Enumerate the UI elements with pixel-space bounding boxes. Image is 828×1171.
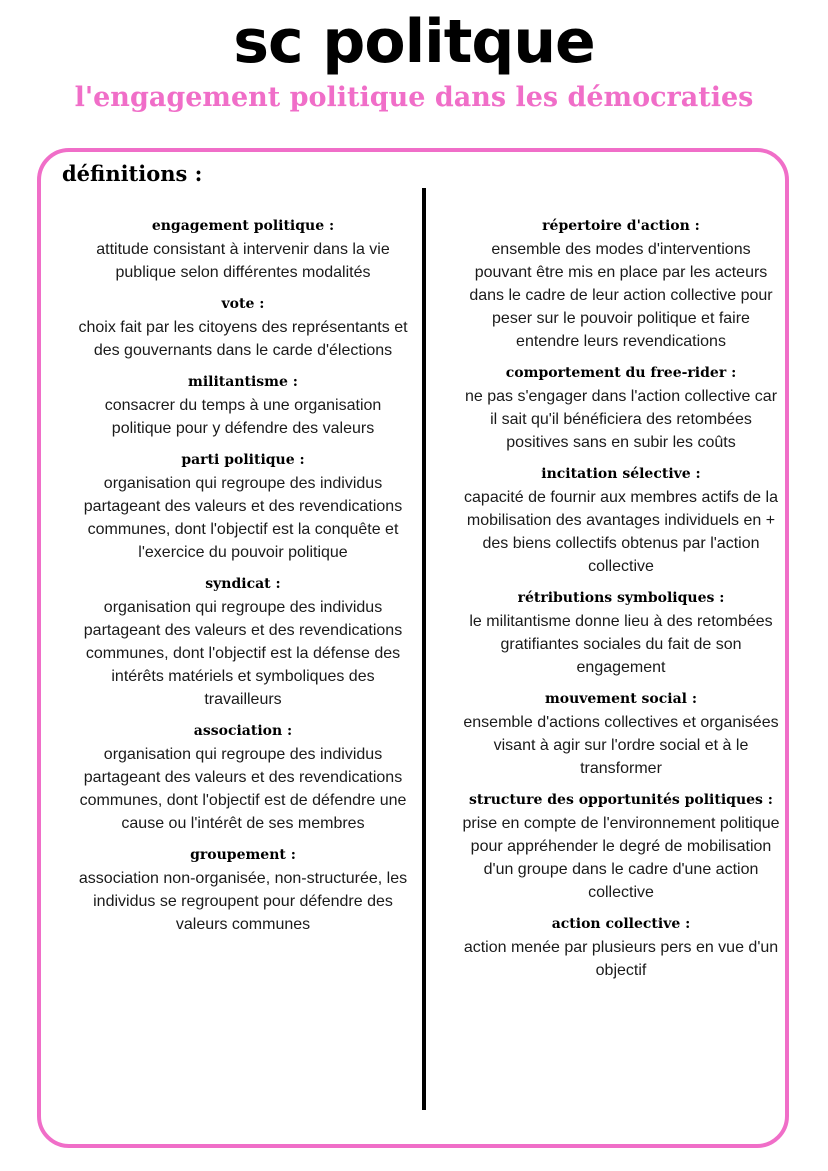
definition-term: vote :	[221, 296, 265, 312]
definition-text: organisation qui regroupe des individus partageant des valeurs et des revendications communes, dont l'objectif est la conquête et l'exercice du pouvoir politique	[83, 475, 403, 561]
definition-term: action collective :	[551, 916, 691, 932]
definition-term: comportement du free-rider :	[505, 365, 737, 381]
definition-term: militantisme :	[188, 374, 298, 390]
definition-term: incitation sélective :	[541, 466, 701, 482]
definition-entry	[462, 913, 780, 982]
definition-text: action menée par plusieurs pers en vue d'un objectif	[463, 939, 779, 979]
definition-text: association non-organisée, non-structurée, les individus se regroupent pour défendre des valeurs communes	[78, 870, 408, 933]
definition-text: le militantisme donne lieu à des retombées gratifiantes sociales du fait de son engagement	[469, 613, 773, 676]
definition-entry	[462, 789, 780, 904]
definition-entry	[462, 587, 780, 679]
definition-entry	[462, 362, 780, 454]
definition-entry	[78, 720, 408, 835]
definition-term: engagement politique :	[151, 218, 335, 234]
definition-text: prise en compte de l'environnement politique pour appréhender le degré de mobilisation d'un groupe dans le cadre d'une action collective	[462, 815, 780, 901]
definition-text: choix fait par les citoyens des représentants et des gouvernants dans le carde d'élections	[78, 319, 408, 359]
definition-text: ensemble des modes d'interventions pouvant être mis en place par les acteurs dans le cadre de leur action collective pour peser sur le pouvoir politique et faire entendre leurs revendications	[469, 241, 773, 350]
definition-term: syndicat :	[205, 576, 281, 592]
definition-term: structure des opportunités politiques :	[469, 792, 773, 808]
definition-text: organisation qui regroupe des individus partageant des valeurs et des revendications communes, dont l'objectif est la défense des intérêts matériels et symboliques des travailleurs	[83, 599, 403, 708]
column-divider	[422, 188, 426, 1110]
left-column	[78, 215, 408, 945]
definition-entry	[78, 293, 408, 362]
section-heading: définitions :	[62, 161, 203, 186]
definition-term: répertoire d'action :	[542, 218, 700, 234]
right-column	[462, 215, 780, 991]
definition-term: groupement :	[190, 847, 296, 863]
definition-entry	[462, 463, 780, 578]
definition-text: consacrer du temps à une organisation politique pour y défendre des valeurs	[104, 397, 382, 437]
definition-entry	[78, 573, 408, 711]
definition-text: capacité de fournir aux membres actifs de la mobilisation des avantages individuels en + des biens collectifs obtenus par l'action collective	[464, 489, 778, 575]
definition-entry	[78, 844, 408, 936]
definition-text: ensemble d'actions collectives et organisées visant à agir sur l'ordre social et à le transformer	[463, 714, 779, 777]
definition-text: organisation qui regroupe des individus partageant des valeurs et des revendications communes, dont l'objectif est de défendre une cause ou l'intérêt de ses membres	[79, 746, 407, 832]
definition-entry	[78, 371, 408, 440]
definition-term: mouvement social :	[544, 691, 698, 707]
definition-term: rétributions symboliques :	[517, 590, 725, 606]
page-title: sc politque	[233, 7, 595, 77]
definition-entry	[78, 215, 408, 284]
page-subtitle: l'engagement politique dans les démocraties	[74, 82, 754, 113]
definition-text: ne pas s'engager dans l'action collective car il sait qu'il bénéficiera des retombées positives sans en subir les coûts	[464, 388, 778, 451]
definition-entry	[78, 449, 408, 564]
definition-entry	[462, 215, 780, 353]
definition-term: parti politique :	[181, 452, 305, 468]
definition-text: attitude consistant à intervenir dans la vie publique selon différentes modalités	[96, 241, 390, 281]
definition-term: association :	[193, 723, 293, 739]
definition-entry	[462, 688, 780, 780]
